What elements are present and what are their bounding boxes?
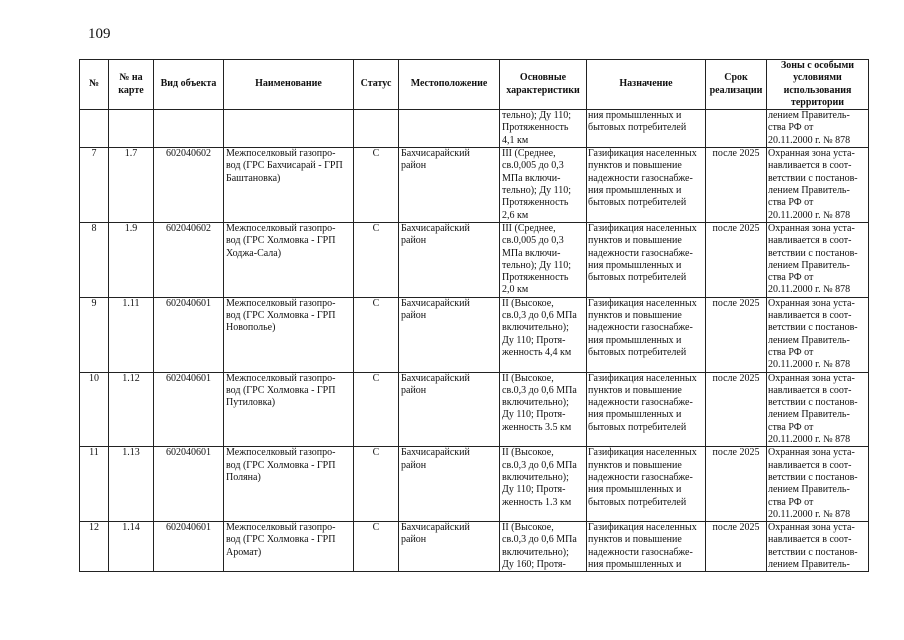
cell-empty bbox=[224, 110, 354, 148]
cell-object-type: 602040601 bbox=[154, 522, 224, 572]
cell-characteristics: II (Высокое, св.0,3 до 0,6 МПа включительно); Ду 160; Протя- bbox=[500, 522, 587, 572]
cell-purpose: Газификация населенных пунктов и повышение надежности газоснабже- ния промышленных и бытовых потребителей bbox=[587, 222, 706, 297]
table-row bbox=[80, 148, 869, 223]
cell-zones: Охранная зона уста- навливается в соот- ветствии с постанов- лением Правитель- ства РФ от 20.11.2000 г. № 878 bbox=[767, 297, 869, 372]
cell-num: 7 bbox=[80, 148, 109, 223]
cell-status: С bbox=[354, 372, 399, 447]
cell-num: 12 bbox=[80, 522, 109, 572]
cell-object-type: 602040601 bbox=[154, 372, 224, 447]
cell-status: С bbox=[354, 148, 399, 223]
cell-name: Межпоселковый газопро- вод (ГРС Бахчисарай - ГРП Баштановка) bbox=[224, 148, 354, 223]
cell-zones: лением Правитель- ства РФ от 20.11.2000 г. № 878 bbox=[767, 110, 869, 148]
cell-map-num: 1.12 bbox=[109, 372, 154, 447]
cell-term: после 2025 bbox=[706, 148, 767, 223]
header-purpose: Назначение bbox=[587, 60, 706, 110]
header-term: Срок реализации bbox=[706, 60, 767, 110]
cell-name: Межпоселковый газопро- вод (ГРС Холмовка - ГРП Аромат) bbox=[224, 522, 354, 572]
cell-num: 8 bbox=[80, 222, 109, 297]
cell-location: Бахчисарайский район bbox=[399, 372, 500, 447]
cell-characteristics: III (Среднее, св.0,005 до 0,3 МПа включи- тельно); Ду 110; Протяженность 2,6 км bbox=[500, 148, 587, 223]
cell-term: после 2025 bbox=[706, 222, 767, 297]
cell-purpose: Газификация населенных пунктов и повышение надежности газоснабже- ния промышленных и бытовых потребителей bbox=[587, 148, 706, 223]
table-row bbox=[80, 447, 869, 522]
cell-num: 9 bbox=[80, 297, 109, 372]
cell-term: после 2025 bbox=[706, 522, 767, 572]
cell-term: после 2025 bbox=[706, 372, 767, 447]
cell-purpose: ния промышленных и бытовых потребителей bbox=[587, 110, 706, 148]
cell-location: Бахчисарайский район bbox=[399, 447, 500, 522]
objects-table bbox=[79, 59, 869, 572]
cell-term: после 2025 bbox=[706, 297, 767, 372]
cell-purpose: Газификация населенных пунктов и повышение надежности газоснабже- ния промышленных и bbox=[587, 522, 706, 572]
cell-location: Бахчисарайский район bbox=[399, 222, 500, 297]
header-name: Наименование bbox=[224, 60, 354, 110]
cell-zones: Охранная зона уста- навливается в соот- ветствии с постанов- лением Правитель- ства РФ от 20.11.2000 г. № 878 bbox=[767, 148, 869, 223]
cell-status: С bbox=[354, 297, 399, 372]
cell-empty bbox=[706, 110, 767, 148]
cell-location: Бахчисарайский район bbox=[399, 148, 500, 223]
cell-object-type: 602040602 bbox=[154, 222, 224, 297]
header-row bbox=[80, 60, 869, 110]
cell-map-num: 1.9 bbox=[109, 222, 154, 297]
header-location: Местоположение bbox=[399, 60, 500, 110]
cell-empty bbox=[80, 110, 109, 148]
cell-characteristics: II (Высокое, св.0,3 до 0,6 МПа включительно); Ду 110; Протя- женность 3.5 км bbox=[500, 372, 587, 447]
cell-map-num: 1.13 bbox=[109, 447, 154, 522]
cell-name: Межпоселковый газопро- вод (ГРС Холмовка - ГРП Поляна) bbox=[224, 447, 354, 522]
header-num: № bbox=[80, 60, 109, 110]
cell-map-num: 1.7 bbox=[109, 148, 154, 223]
cell-empty bbox=[399, 110, 500, 148]
cell-name: Межпоселковый газопро- вод (ГРС Холмовка - ГРП Путиловка) bbox=[224, 372, 354, 447]
table-row bbox=[80, 222, 869, 297]
table-row bbox=[80, 297, 869, 372]
cell-location: Бахчисарайский район bbox=[399, 297, 500, 372]
header-object-type: Вид объекта bbox=[154, 60, 224, 110]
cell-map-num: 1.14 bbox=[109, 522, 154, 572]
table-row-continuation bbox=[80, 110, 869, 148]
cell-status: С bbox=[354, 222, 399, 297]
cell-zones: Охранная зона уста- навливается в соот- ветствии с постанов- лением Правитель- bbox=[767, 522, 869, 572]
cell-characteristics: II (Высокое, св.0,3 до 0,6 МПа включительно); Ду 110; Протя- женность 1.3 км bbox=[500, 447, 587, 522]
cell-zones: Охранная зона уста- навливается в соот- ветствии с постанов- лением Правитель- ства РФ от 20.11.2000 г. № 878 bbox=[767, 222, 869, 297]
cell-zones: Охранная зона уста- навливается в соот- ветствии с постанов- лением Правитель- ства РФ от 20.11.2000 г. № 878 bbox=[767, 447, 869, 522]
cell-name: Межпоселковый газопро- вод (ГРС Холмовка - ГРП Новополье) bbox=[224, 297, 354, 372]
cell-zones: Охранная зона уста- навливается в соот- ветствии с постанов- лением Правитель- ства РФ от 20.11.2000 г. № 878 bbox=[767, 372, 869, 447]
cell-object-type: 602040601 bbox=[154, 447, 224, 522]
cell-status: С bbox=[354, 522, 399, 572]
cell-object-type: 602040601 bbox=[154, 297, 224, 372]
cell-purpose: Газификация населенных пунктов и повышение надежности газоснабже- ния промышленных и бытовых потребителей bbox=[587, 447, 706, 522]
cell-empty bbox=[354, 110, 399, 148]
cell-num: 10 bbox=[80, 372, 109, 447]
header-zones: Зоны с особыми условиями использования территории bbox=[767, 60, 869, 110]
cell-map-num: 1.11 bbox=[109, 297, 154, 372]
cell-location: Бахчисарайский район bbox=[399, 522, 500, 572]
table-row bbox=[80, 372, 869, 447]
cell-empty bbox=[154, 110, 224, 148]
cell-status: С bbox=[354, 447, 399, 522]
cell-purpose: Газификация населенных пунктов и повышение надежности газоснабже- ния промышленных и бытовых потребителей bbox=[587, 372, 706, 447]
table-row bbox=[80, 522, 869, 572]
cell-characteristics: III (Среднее, св.0,005 до 0,3 МПа включи- тельно); Ду 110; Протяженность 2,0 км bbox=[500, 222, 587, 297]
cell-object-type: 602040602 bbox=[154, 148, 224, 223]
cell-name: Межпоселковый газопро- вод (ГРС Холмовка - ГРП Ходжа-Сала) bbox=[224, 222, 354, 297]
header-characteristics: Основные характеристики bbox=[500, 60, 587, 110]
cell-characteristics: тельно); Ду 110; Протяженность 4,1 км bbox=[500, 110, 587, 148]
page-number: 109 bbox=[88, 26, 111, 42]
header-status: Статус bbox=[354, 60, 399, 110]
cell-num: 11 bbox=[80, 447, 109, 522]
cell-term: после 2025 bbox=[706, 447, 767, 522]
cell-empty bbox=[109, 110, 154, 148]
cell-characteristics: II (Высокое, св.0,3 до 0,6 МПа включительно); Ду 110; Протя- женность 4,4 км bbox=[500, 297, 587, 372]
cell-purpose: Газификация населенных пунктов и повышение надежности газоснабже- ния промышленных и бытовых потребителей bbox=[587, 297, 706, 372]
header-map-num: № на карте bbox=[109, 60, 154, 110]
